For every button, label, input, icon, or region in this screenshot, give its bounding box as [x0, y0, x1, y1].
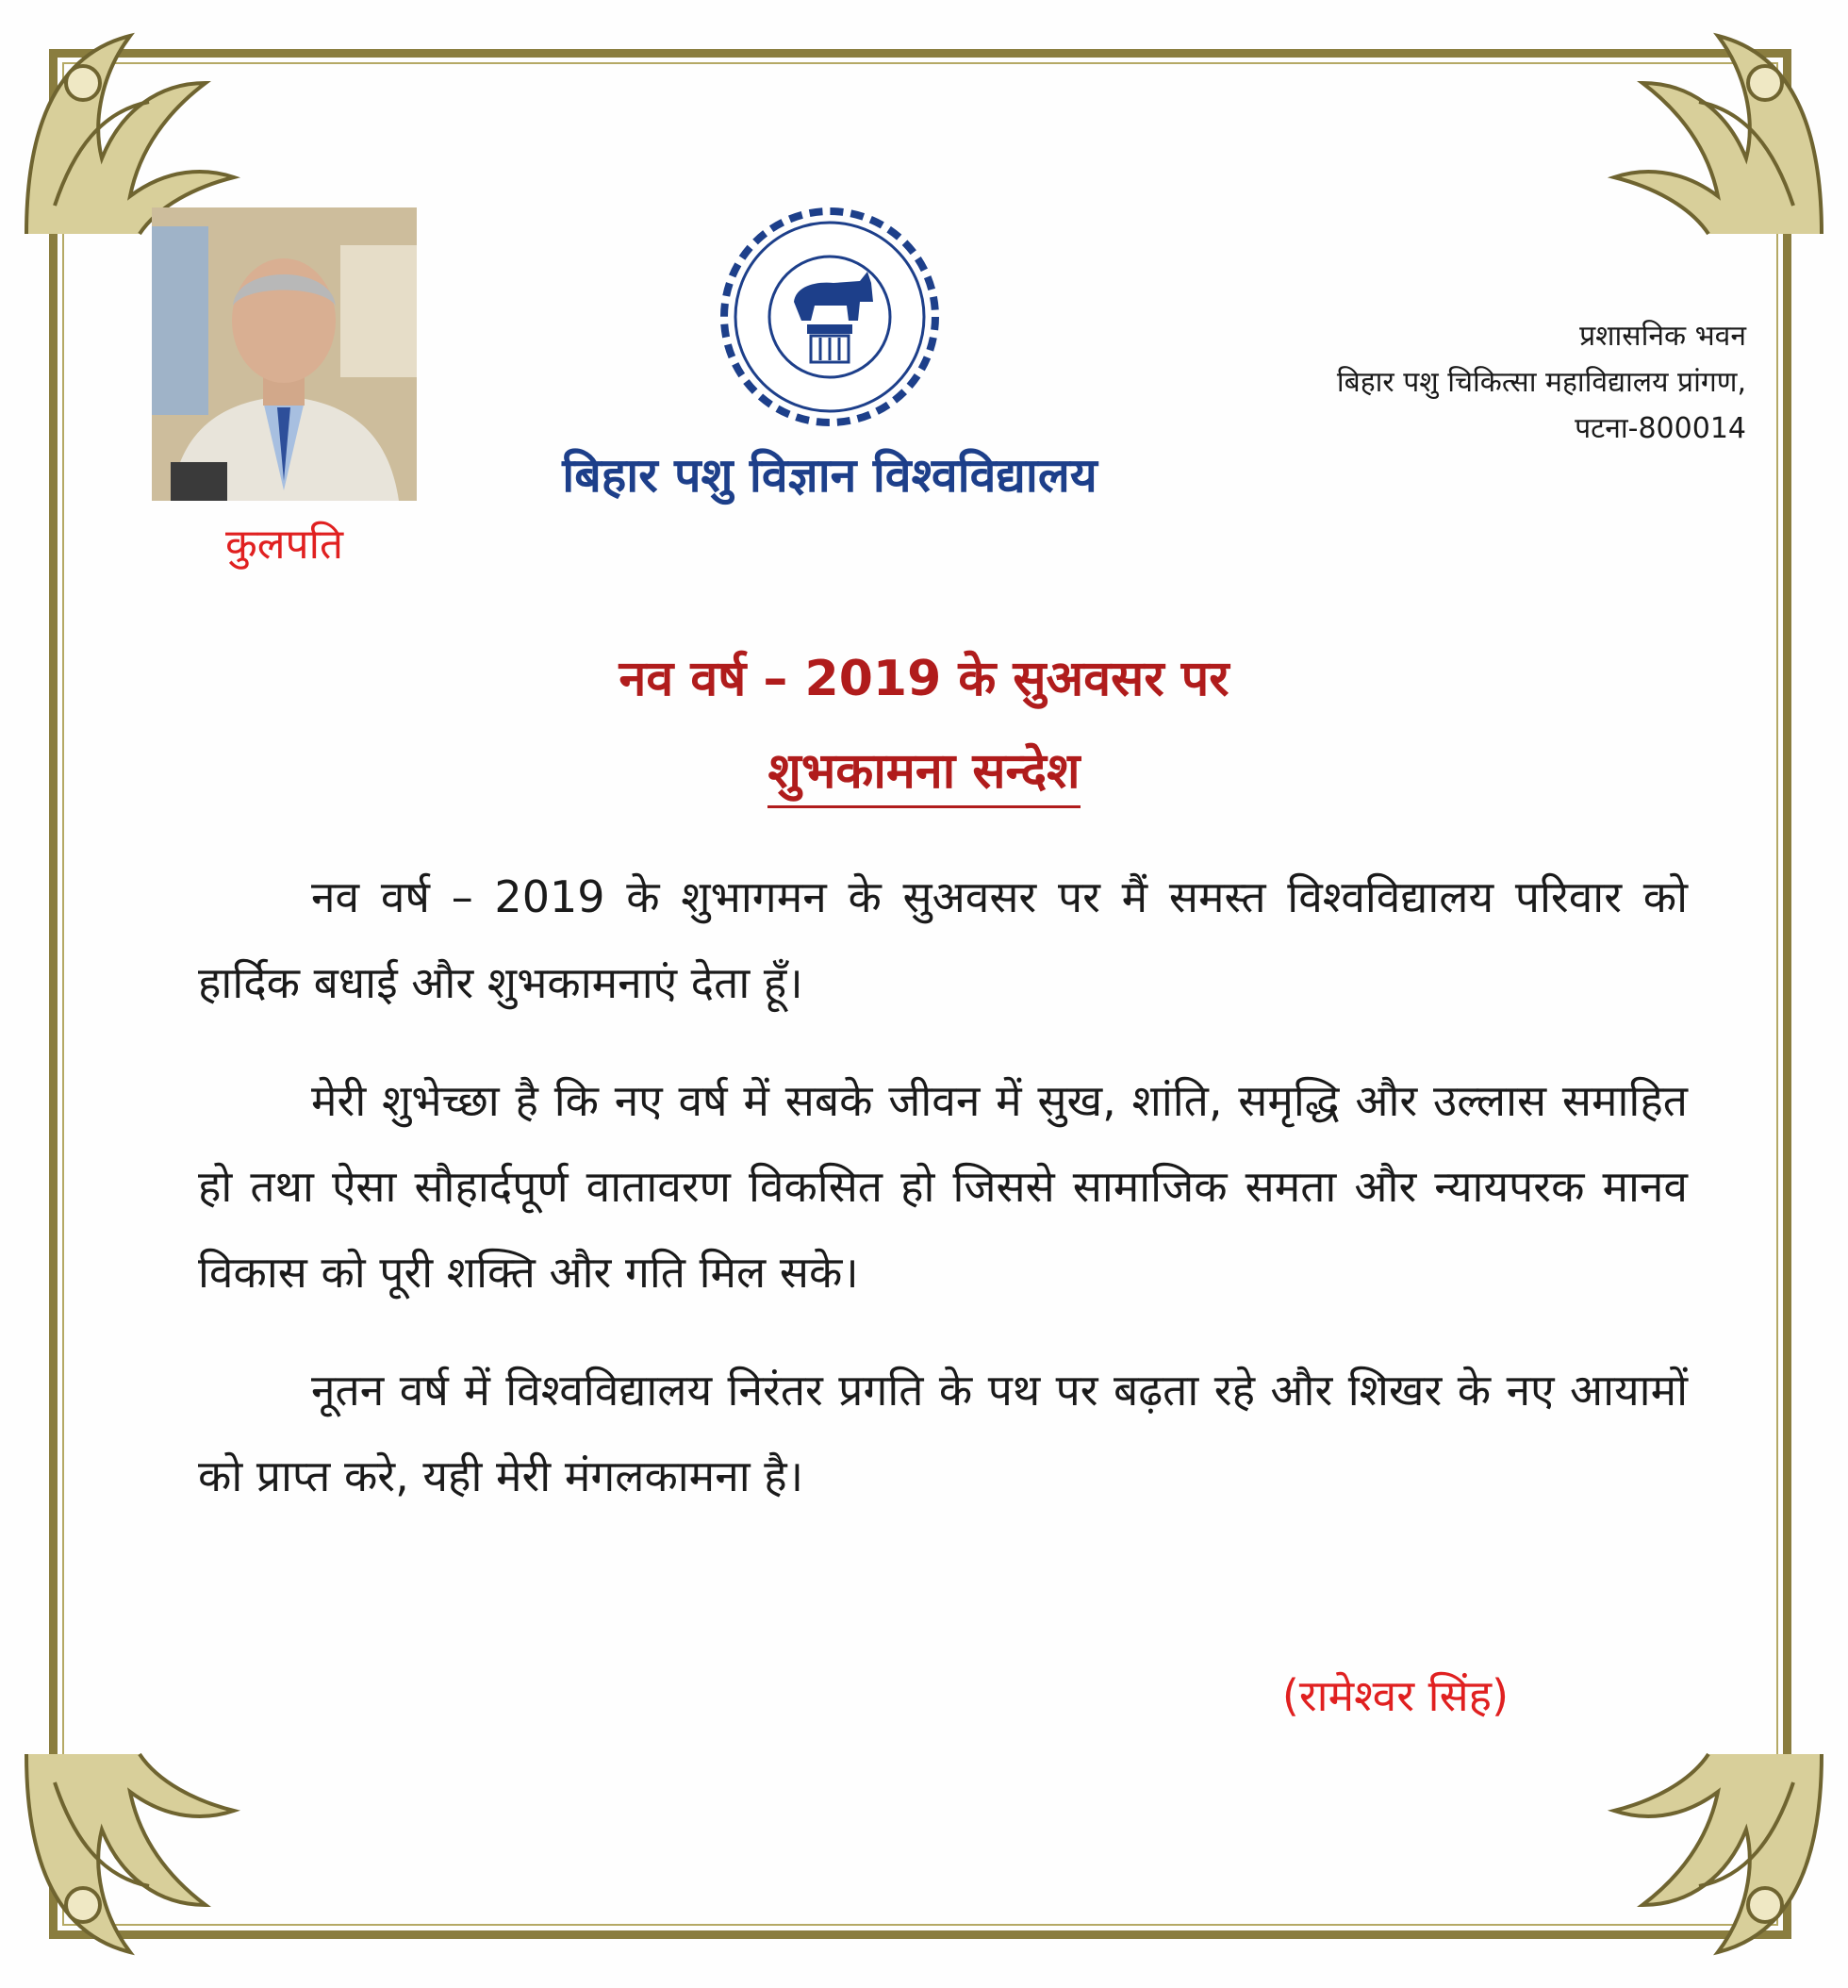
address-line: प्रशासनिक भवन — [1579, 320, 1746, 353]
message-body — [198, 854, 1688, 1551]
corner-ornament-top-right — [1605, 17, 1831, 243]
corner-ornament-bottom-right — [1605, 1745, 1831, 1971]
message-paragraph: मेरी शुभेच्छा है कि नए वर्ष में सबके जीवन में सुख, शांति, समृद्धि और उल्लास समाहित हो तथा ऐसा सौहार्दपूर्ण वातावरण विकसित हो जिससे सामाजिक समता और न्यायपरक मानव विकास को पूरी शक्ति और गति मिल सके। — [198, 1075, 1688, 1298]
message-subtitle — [283, 736, 1565, 803]
signatory-name: (रामेश्वर सिंह) — [1281, 1670, 1510, 1721]
subtitle-text: शुभकामना सन्देश — [767, 743, 1080, 808]
university-name: बिहार पशु विज्ञान विश्वविद्यालय — [562, 448, 1097, 503]
message-paragraph: नूतन वर्ष में विश्वविद्यालय निरंतर प्रगति के पथ पर बढ़ता रहे और शिखर के नए आयामों को प्राप्त करे, यही मेरी मंगलकामना है। — [198, 1365, 1688, 1501]
corner-ornament-bottom-left — [17, 1745, 243, 1971]
address-line: बिहार पशु चिकित्सा महाविद्यालय प्रांगण, — [1336, 366, 1746, 399]
office-address — [1162, 313, 1746, 452]
vice-chancellor-photo — [152, 207, 417, 501]
university-emblem — [717, 204, 943, 430]
photo-caption: कुलपति — [224, 521, 344, 569]
address-line: पटना-800014 — [1575, 412, 1746, 445]
message-title: नव वर्ष – 2019 के सुअवसर पर — [619, 651, 1229, 707]
message-paragraph: नव वर्ष – 2019 के शुभागमन के सुअवसर पर मैं समस्त विश्वविद्यालय परिवार को हार्दिक बधाई और शुभकामनाएं देता हूँ। — [198, 871, 1688, 1008]
